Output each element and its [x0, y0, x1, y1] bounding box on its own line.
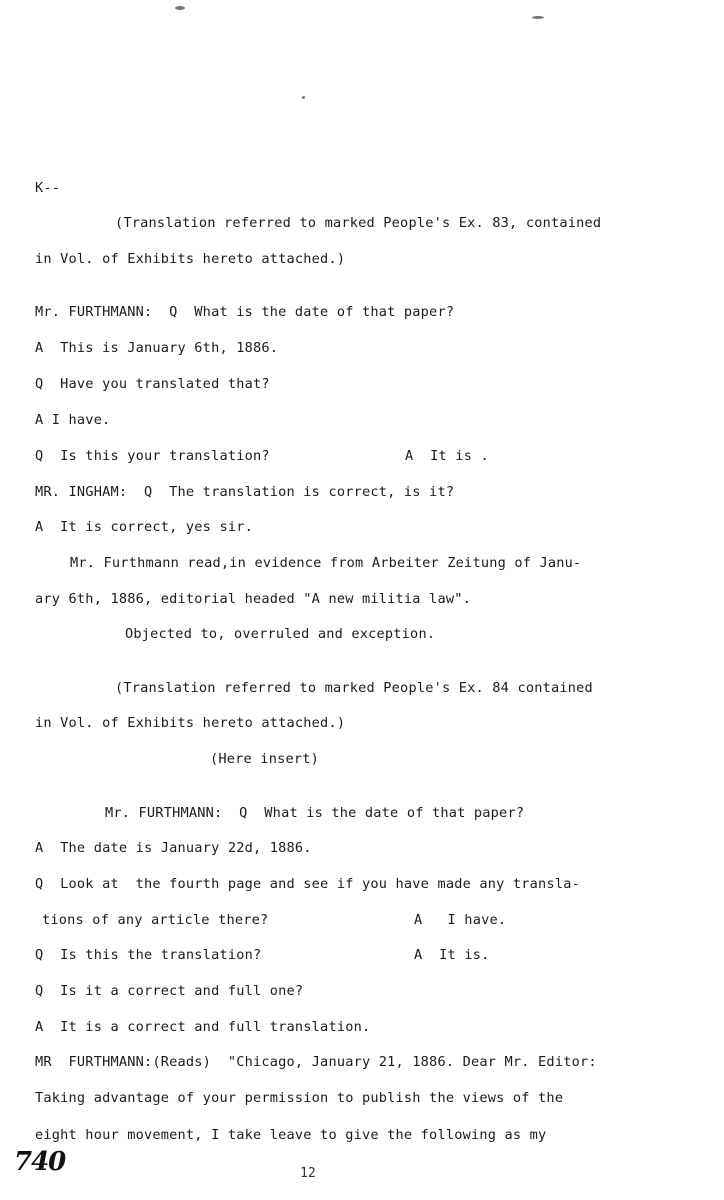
answer-line: A It is correct, yes sir. [35, 519, 253, 535]
question-line: tions of any article there? [42, 912, 269, 928]
text-line: Objected to, overruled and exception. [125, 626, 436, 642]
answer-line: A I have. [414, 912, 507, 928]
scan-mark [302, 96, 305, 99]
question-line: MR. INGHAM: Q The translation is correct, is it? [35, 484, 455, 500]
answer-line: A I have. [35, 412, 111, 428]
page-number: 12 [300, 1166, 316, 1181]
question-line: Mr. FURTHMANN: Q What is the date of that paper? [105, 805, 525, 821]
text-line: (Translation referred to marked People's Ex. 83, contained [115, 215, 602, 231]
text-line: (Translation referred to marked People's Ex. 84 contained [115, 680, 593, 696]
question-line: Q Is it a correct and full one? [35, 983, 304, 999]
scan-mark [175, 6, 185, 10]
scan-mark [532, 16, 544, 19]
question-line: Mr. FURTHMANN: Q What is the date of that paper? [35, 304, 455, 320]
insert-note: (Here insert) [210, 751, 319, 767]
section-marker: K-- [35, 180, 61, 196]
text-line: in Vol. of Exhibits hereto attached.) [35, 251, 346, 267]
answer-line: A This is January 6th, 1886. [35, 340, 279, 356]
text-line: MR FURTHMANN:(Reads) "Chicago, January 21, 1886. Dear Mr. Editor: [35, 1054, 597, 1070]
text-line: ary 6th, 1886, editorial headed "A new militia law". [35, 591, 471, 607]
text-line: Mr. Furthmann read,in evidence from Arbeiter Zeitung of Janu- [70, 555, 582, 571]
text-line: in Vol. of Exhibits hereto attached.) [35, 715, 346, 731]
question-line: Q Is this your translation? [35, 448, 270, 464]
question-line: Q Look at the fourth page and see if you have made any transla- [35, 876, 580, 892]
text-line: eight hour movement, I take leave to give the following as my [35, 1127, 547, 1143]
handwritten-page-number: 740 [14, 1147, 66, 1177]
question-line: Q Have you translated that? [35, 376, 270, 392]
text-line: Taking advantage of your permission to publish the views of the [35, 1090, 564, 1106]
answer-line: A It is. [414, 947, 490, 963]
question-line: Q Is this the translation? [35, 947, 262, 963]
answer-line: A It is a correct and full translation. [35, 1019, 371, 1035]
answer-line: A It is . [405, 448, 489, 464]
answer-line: A The date is January 22d, 1886. [35, 840, 312, 856]
